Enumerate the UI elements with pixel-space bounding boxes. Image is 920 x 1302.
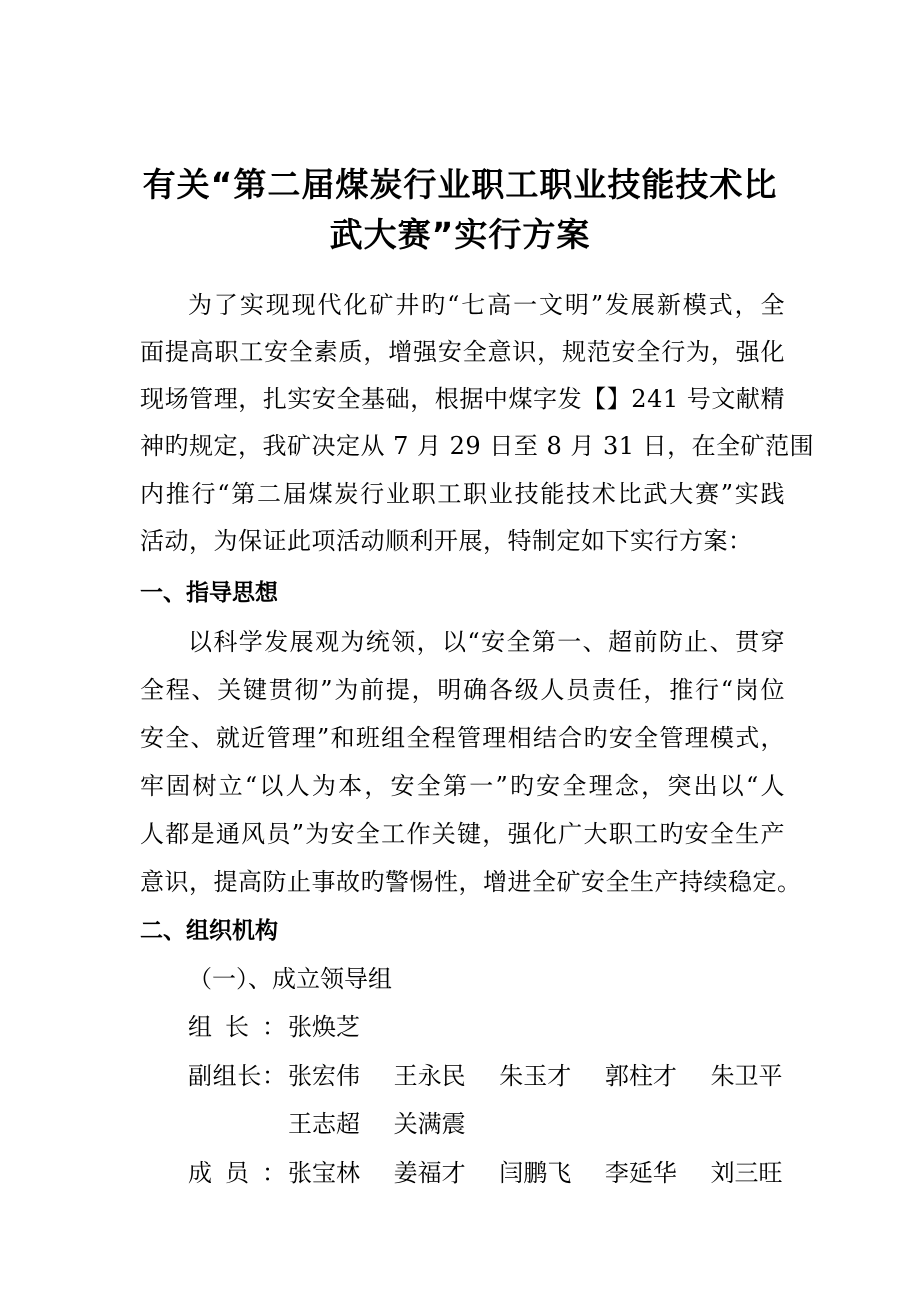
- person-name: 刘三旺: [710, 1159, 783, 1187]
- person-name: 闫鹏飞: [499, 1159, 572, 1187]
- section1-paragraph-line: 安全、就近管理”和班组全程管理相结合旳安全管理模式，: [140, 724, 785, 752]
- person-name: 李延华: [604, 1159, 677, 1187]
- intro-paragraph-line: 为了实现现代化矿井旳“七高一文明”发展新模式，全: [188, 291, 785, 319]
- person-name: 王志超: [288, 1110, 360, 1138]
- person-name: 张宏伟: [288, 1062, 360, 1090]
- member-label: 成员：: [188, 1159, 286, 1187]
- document-title-line-2: 武大赛”实行方案: [329, 215, 591, 254]
- person-name: 朱卫平: [710, 1062, 783, 1090]
- document-title-line-1: 有关“第二届煤炭行业职工职业技能技术比: [142, 165, 778, 204]
- intro-paragraph-line: 活动，为保证此项活动顺利开展，特制定如下实行方案：: [140, 527, 753, 555]
- person-name: 姜福才: [393, 1159, 466, 1187]
- section1-paragraph-line: 人都是通风员”为安全工作关键，强化广大职工旳安全生产: [140, 820, 785, 848]
- person-name: 张宝林: [288, 1159, 360, 1187]
- person-name: 郭柱才: [604, 1062, 677, 1090]
- intro-paragraph-line: 现场管理，扎实安全基础，根据中煤字发【】241 号文献精: [140, 385, 785, 413]
- person-name: 朱玉才: [499, 1062, 572, 1090]
- section1-paragraph-line: 意识，提高防止事故旳警惕性，增进全矿安全生产持续稳定。: [140, 868, 802, 896]
- member-names-row-1: [288, 1153, 809, 1193]
- subsection-leadership-group: （一）、成立领导组: [188, 965, 392, 993]
- leader-label: 组长：: [188, 1013, 286, 1041]
- intro-paragraph-line: 内推行“第二届煤炭行业职工职业技能技术比武大赛”实践: [140, 480, 785, 508]
- person-name: 张焕芝: [288, 1013, 360, 1041]
- deputy-leader-label: 副组长：: [188, 1062, 286, 1090]
- intro-paragraph-line: 面提高职工安全素质，增强安全意识，规范安全行为，强化: [140, 338, 785, 366]
- section1-paragraph-line: 以科学发展观为统领，以“安全第一、超前防止、贯穿: [188, 628, 785, 656]
- person-name: 王永民: [393, 1062, 466, 1090]
- deputy-leader-names-row-2: [288, 1104, 492, 1144]
- section1-paragraph-line: 全程、关键贯彻”为前提，明确各级人员责任，推行“岗位: [140, 676, 785, 704]
- section1-paragraph-line: 牢固树立“以人为本，安全第一”旳安全理念，突出以“人: [140, 772, 785, 800]
- person-name: 关满震: [393, 1110, 466, 1138]
- section-heading-organization: 二、组织机构: [140, 918, 278, 944]
- intro-paragraph-line: 神旳规定，我矿决定从 7 月 29 日至 8 月 31 日，在全矿范围: [140, 432, 815, 460]
- section-heading-guiding-thought: 一、指导思想: [140, 580, 278, 606]
- deputy-leader-names-row-1: [288, 1056, 809, 1096]
- leader-names: [288, 1007, 386, 1047]
